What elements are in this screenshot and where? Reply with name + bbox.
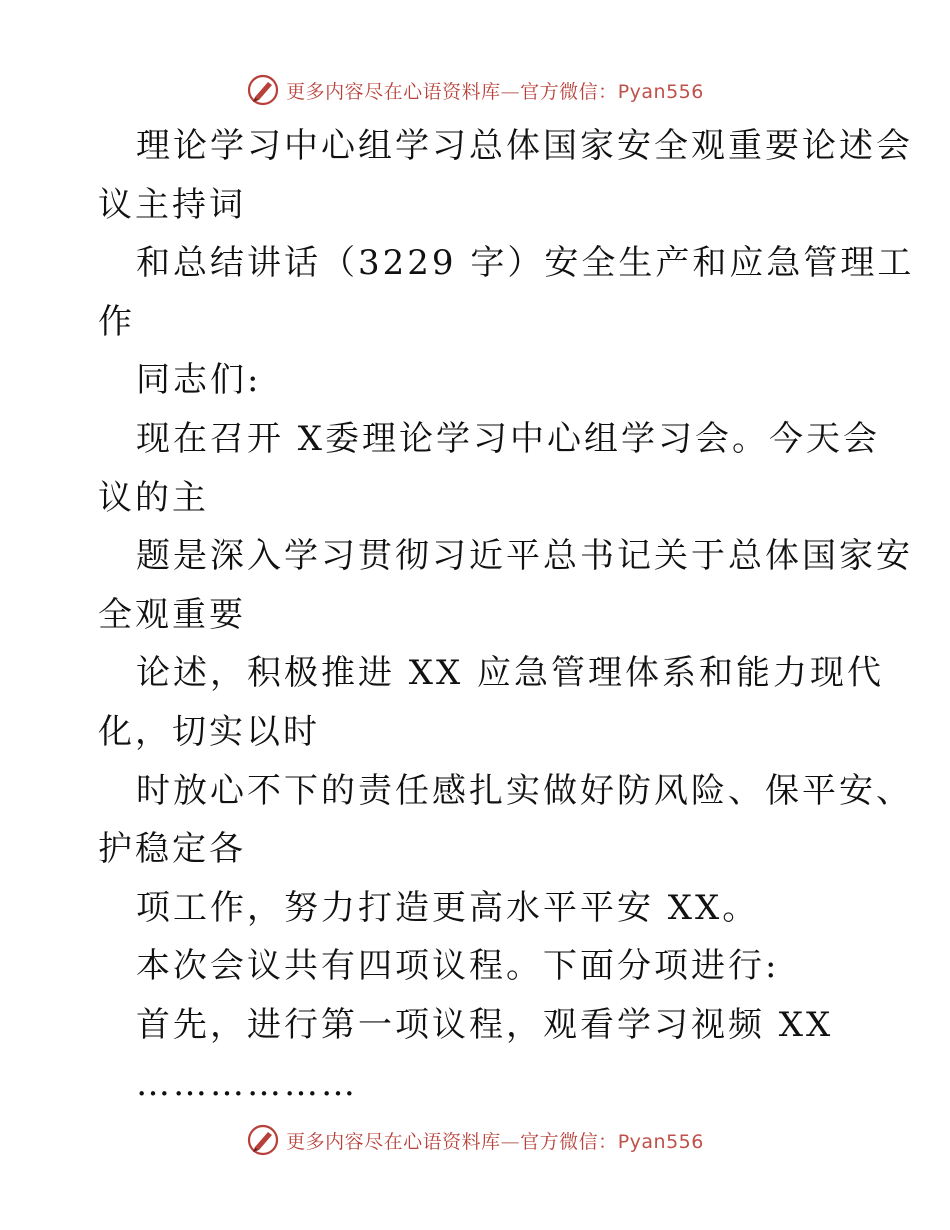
text-line: 同志们: xyxy=(136,360,262,401)
text-line: 全观重要 xyxy=(98,594,246,635)
text-line: ……………… xyxy=(136,1063,358,1104)
watermark-text: 更多内容尽在心语资料库—官方微信：Pyan556 xyxy=(286,80,704,103)
text-line: 和总结讲话（3229 字）安全生产和应急管理工 xyxy=(136,243,915,284)
text-line: 项工作，努力打造更高水平平安 XX。 xyxy=(136,887,760,928)
text-line: 议的主 xyxy=(98,477,209,518)
pen-logo-icon xyxy=(246,1123,280,1157)
text-line: 化，切实以时 xyxy=(98,711,320,752)
text-line: 首先，进行第一项议程，观看学习视频 XX xyxy=(136,1004,834,1045)
text-line: 论述，积极推进 XX 应急管理体系和能力现代 xyxy=(136,653,885,694)
text-line: 题是深入学习贯彻习近平总书记关于总体国家安 xyxy=(136,536,913,577)
text-line: 护稳定各 xyxy=(98,829,246,870)
watermark-footer xyxy=(0,1120,950,1160)
document-body xyxy=(98,117,915,1113)
text-line: 议主持词 xyxy=(98,184,246,225)
pen-logo-icon xyxy=(246,73,280,107)
text-line: 时放心不下的责任感扎实做好防风险、保平安、 xyxy=(136,770,913,811)
watermark-text: 更多内容尽在心语资料库—官方微信：Pyan556 xyxy=(286,1130,704,1153)
text-line: 作 xyxy=(98,301,135,342)
text-line: 本次会议共有四项议程。下面分项进行: xyxy=(136,946,780,987)
text-line: 理论学习中心组学习总体国家安全观重要论述会 xyxy=(136,126,913,166)
text-line: 现在召开 X委理论学习中心组学习会。今天会 xyxy=(136,418,881,459)
watermark-header xyxy=(0,70,950,110)
